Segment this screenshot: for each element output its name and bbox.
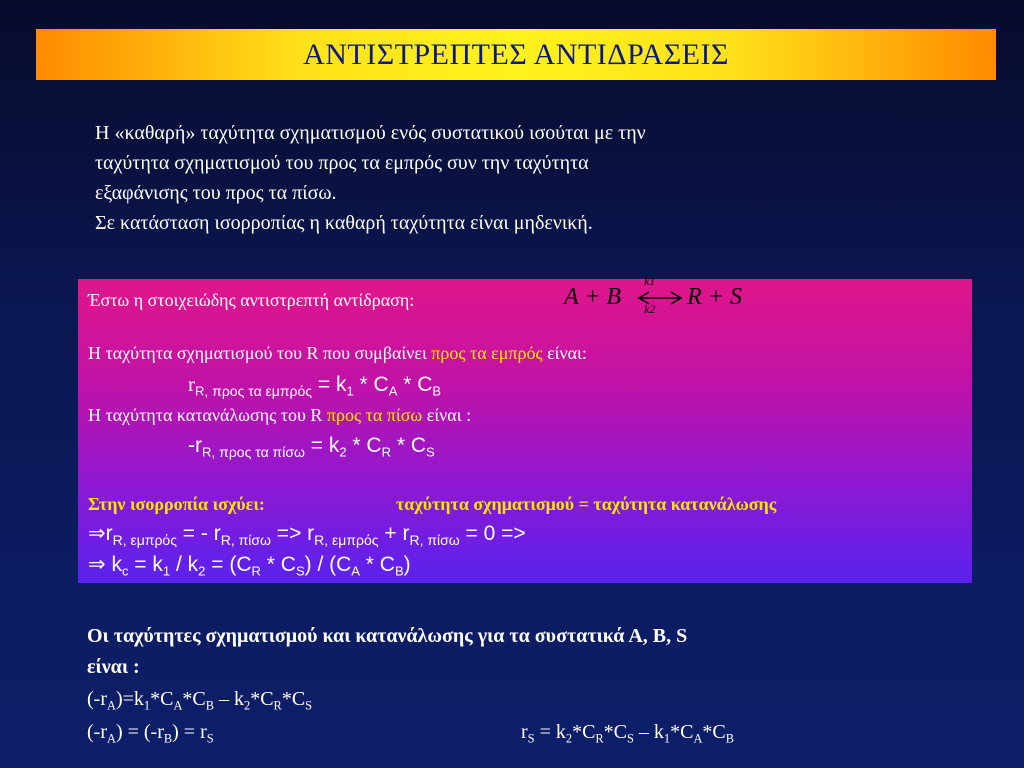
eq-part: ) = r (172, 721, 207, 743)
eq-sub: R (595, 731, 604, 746)
intro-line-4: Σε κατάσταση ισορροπίας η καθαρή ταχύτητα είναι μηδενική. (95, 212, 593, 234)
intro-text (95, 118, 895, 238)
reaction-products: R + S (687, 284, 742, 310)
eq-sub: 2 (198, 563, 206, 579)
eq-part: – k (633, 721, 664, 743)
eq-sub: R, πίσω (220, 531, 271, 548)
eq-sub: S (627, 731, 634, 746)
eq-part: ) (403, 553, 411, 576)
eq-sub: , προς τα εμπρός (204, 382, 313, 399)
eq-part: *C (150, 688, 174, 710)
eq-part: (-r (87, 721, 107, 743)
eq-sub: R, εμπρός (314, 531, 379, 548)
eq-part: *C (572, 721, 596, 743)
eq-sub: A (693, 731, 703, 746)
summary-heading-1: Οι ταχύτητες σχηματισμού και κατανάλωσης για τα συστατικά Α, Β, S (87, 625, 688, 647)
eq-part: * C (346, 434, 382, 457)
reaction-reactants: A + B (564, 284, 622, 310)
eq-part: *C (603, 721, 628, 743)
eq-part: = k (312, 373, 347, 396)
eq-part: *C (281, 688, 306, 710)
eq-part: *C (702, 721, 726, 743)
eq-sub: S (305, 698, 313, 713)
eq-sub: A (351, 563, 360, 579)
eq-part: ) / (C (304, 553, 352, 576)
eq-sub: B (432, 383, 442, 399)
eq-sub: A (106, 698, 116, 713)
eq-part: = k (534, 721, 566, 743)
eq-sub: B (205, 698, 214, 713)
summary-row-3 (521, 721, 734, 746)
eq-sub: R (273, 698, 282, 713)
reverse-rate-text-a: Η ταχύτητα κατανάλωσης του R (88, 405, 327, 425)
eq-part: * C (359, 553, 395, 576)
intro-line-3: εξαφάνισης του προς τα πίσω. (95, 182, 337, 204)
eq-sub: 2 (565, 731, 573, 746)
eq-sub: B (725, 731, 735, 746)
forward-rate-text-a: Η ταχύτητα σχηματισμού του R που συμβαίνει (88, 343, 432, 363)
eq-part: * C (391, 434, 427, 457)
forward-rate-text (88, 343, 587, 364)
eq-part: r (521, 721, 528, 743)
forward-rate-highlight: προς τα εμπρός (431, 343, 543, 363)
eq-part: = k (304, 434, 340, 457)
reverse-rate-equation (188, 434, 435, 460)
eq-sub: , προς τα πίσω (211, 443, 305, 460)
eq-part: => r (270, 522, 315, 545)
eq-part: – k (214, 688, 244, 710)
reverse-rate-highlight: προς τα πίσω (326, 405, 423, 425)
eq-part: * C (260, 553, 296, 576)
equilibrium-line-2 (88, 552, 411, 579)
eq-sub: 1 (663, 731, 671, 746)
summary-heading-2: είναι : (87, 656, 140, 678)
reaction-box (78, 274, 972, 583)
implies-icon: ⇒ (88, 522, 106, 545)
eq-part: = k (128, 553, 163, 576)
eq-sub: 1 (162, 563, 171, 579)
eq-part: )=k (115, 688, 144, 710)
implies-icon: ⇒ (88, 553, 106, 576)
eq-sub: R (202, 444, 212, 460)
eq-sub: R (381, 444, 391, 460)
eq-sub: R (251, 563, 261, 579)
eq-part: ) = (-r (115, 721, 164, 743)
eq-part: / k (170, 553, 199, 576)
eq-part: = (C (205, 553, 252, 576)
eq-part: *C (182, 688, 206, 710)
eq-sub: A (173, 698, 183, 713)
slide-title: ΑΝΤΙΣΤΡΕΠΤΕΣ ΑΝΤΙΔΡΑΣΕΙΣ (303, 37, 729, 71)
eq-sub: S (295, 563, 305, 579)
eq-sub: S (426, 444, 435, 460)
forward-rate-equation (188, 372, 441, 399)
eq-sub: B (394, 563, 404, 579)
eq-part: *C (670, 721, 694, 743)
reaction-equation (564, 274, 742, 317)
reverse-rate-text-c: είναι : (422, 405, 472, 425)
reaction-intro: Έστω η στοιχειώδης αντιστρεπτή αντίδραση: (88, 290, 415, 310)
rate-constant-k1: k1 (644, 274, 656, 289)
eq-sub: A (106, 731, 116, 746)
intro-line-2: ταχύτητα σχηματισμού του προς τα εμπρός συν την ταχύτητα (95, 152, 589, 174)
eq-part: + r (378, 522, 410, 545)
eq-sub: 1 (346, 383, 354, 399)
eq-sub: c (121, 563, 129, 579)
eq-sub: B (163, 731, 173, 746)
eq-sub: 1 (143, 698, 151, 713)
eq-part: r (105, 522, 113, 545)
equilibrium-statement: ταχύτητα σχηματισμού = ταχύτητα κατανάλωσης (396, 494, 777, 514)
summary-row-2 (87, 721, 214, 746)
equilibrium-line-1 (88, 521, 526, 548)
title-bar (36, 29, 996, 80)
eq-part: = 0 => (459, 522, 526, 545)
summary-row-1 (87, 688, 312, 713)
equilibrium-label: Στην ισορροπία ισχύει: (88, 494, 265, 514)
eq-part: * C (397, 373, 433, 396)
eq-sub: 2 (244, 698, 251, 713)
eq-part: k (105, 553, 122, 576)
eq-part: * C (353, 373, 389, 396)
eq-sub: A (388, 383, 398, 399)
reversible-arrow-icon (625, 274, 683, 317)
eq-part: = - r (176, 522, 221, 545)
reverse-rate-text (88, 405, 471, 426)
eq-sub: S (527, 731, 535, 746)
eq-r: r (188, 372, 195, 396)
eq-part: *C (250, 688, 274, 710)
eq-sub: R, πίσω (409, 531, 460, 548)
forward-rate-text-c: είναι: (542, 343, 587, 363)
eq-sub: 2 (339, 444, 347, 460)
eq-sub: S (206, 731, 214, 746)
eq-r: -r (188, 434, 202, 457)
eq-sub: R (195, 383, 205, 399)
rate-constant-k2: k2 (644, 302, 656, 317)
eq-sub: R, εμπρός (112, 531, 177, 548)
eq-part: (-r (87, 688, 107, 710)
intro-line-1: Η «καθαρή» ταχύτητα σχηματισμού ενός συστατικού ισούται με την (95, 122, 646, 144)
